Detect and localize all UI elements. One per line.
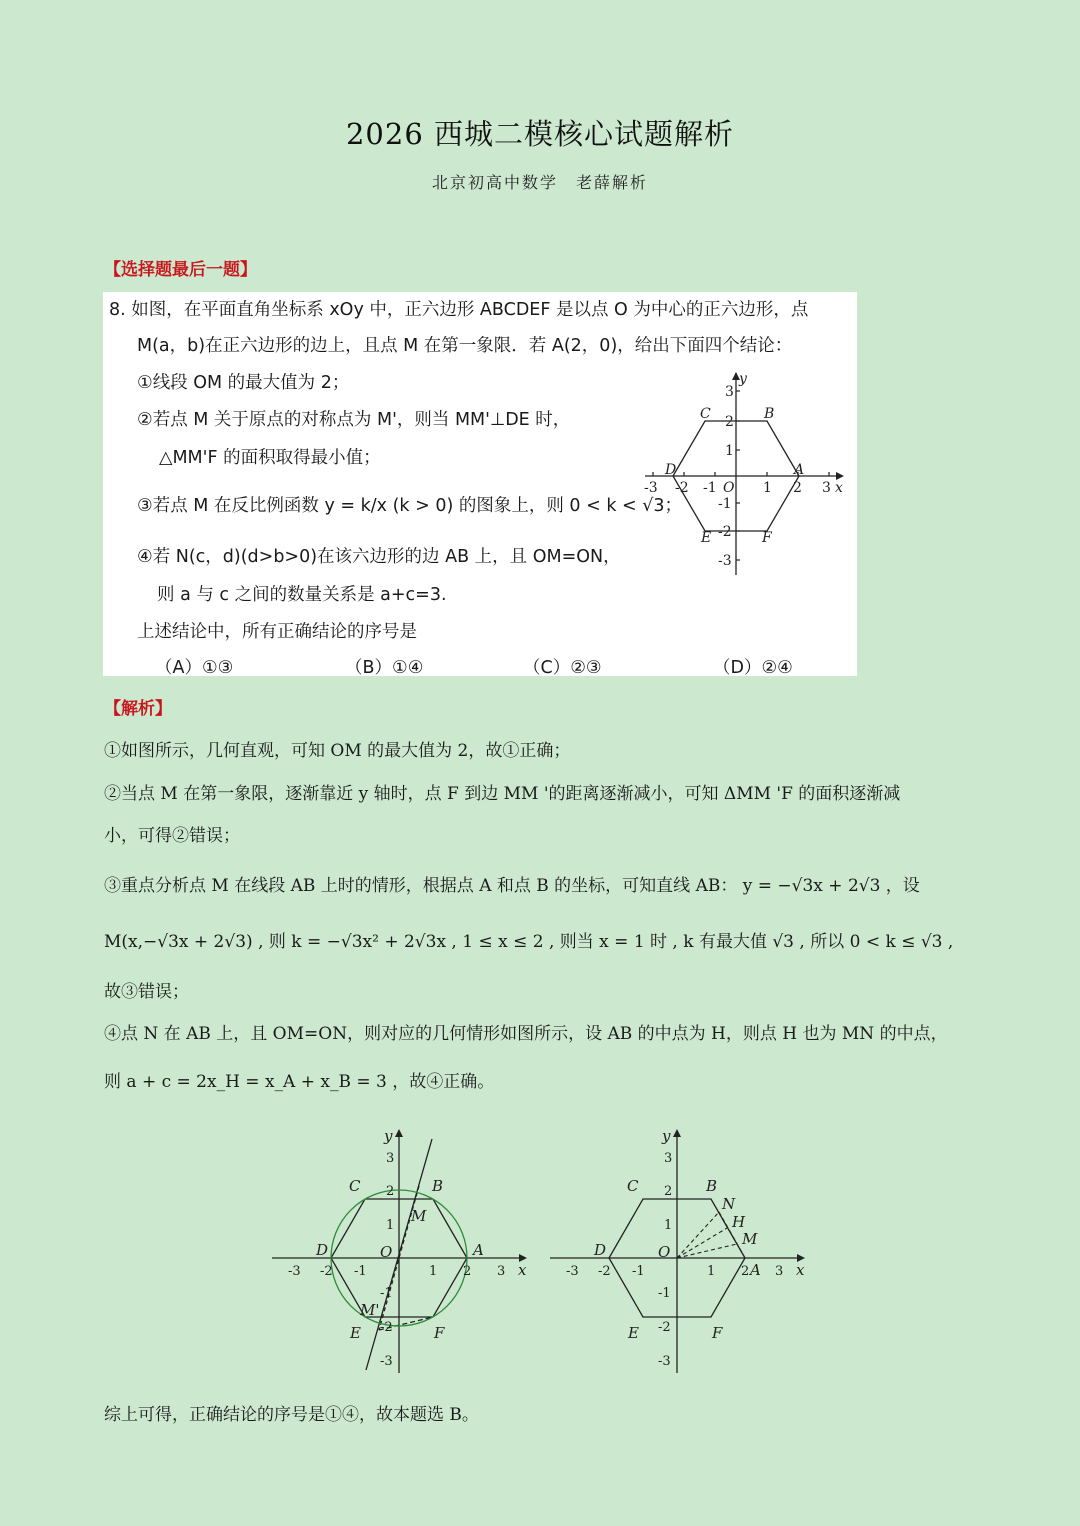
vertex-f: F bbox=[762, 530, 772, 546]
section-heading-choice: 【选择题最后一题】 bbox=[104, 260, 257, 280]
vertex-c: C bbox=[627, 1177, 639, 1195]
vertex-d: D bbox=[316, 1241, 329, 1259]
tick-y: -2 bbox=[658, 1320, 671, 1335]
page-title: 2026 西城二模核心试题解析 bbox=[345, 117, 735, 151]
origin-label: O bbox=[658, 1243, 671, 1261]
tick-x: -2 bbox=[320, 1264, 333, 1279]
origin-label: O bbox=[723, 480, 735, 496]
problem-line: ①线段 OM 的最大值为 2； bbox=[137, 373, 350, 393]
y-axis-label: y bbox=[739, 371, 747, 387]
tick-y: 3 bbox=[664, 1151, 673, 1166]
tick-y: 3 bbox=[386, 1151, 395, 1166]
vertex-b: B bbox=[764, 406, 775, 422]
solution-figure-midpoint bbox=[546, 1125, 811, 1377]
problem-hexagon-figure bbox=[640, 370, 850, 580]
option-d: （D）②④ bbox=[713, 658, 793, 678]
solution-line: 故③错误； bbox=[104, 982, 189, 1002]
vertex-f: F bbox=[434, 1324, 445, 1342]
solution-line: M(x,−√3x + 2√3) , 则 k = −√3x² + 2√3x , 1 ≤ x ≤ 2 , 则当 x = 1 时 , k 有最大值 √3 , 所以 0 < k ≤ √3 , bbox=[104, 932, 954, 952]
tick-x: -3 bbox=[644, 480, 658, 496]
vertex-b: B bbox=[432, 1177, 444, 1195]
tick-x: -3 bbox=[566, 1264, 579, 1279]
vertex-a: A bbox=[750, 1261, 761, 1279]
tick-y: -3 bbox=[658, 1354, 671, 1369]
tick-y: -1 bbox=[718, 496, 732, 512]
tick-y: -3 bbox=[718, 553, 732, 569]
problem-line: 上述结论中，所有正确结论的序号是 bbox=[137, 622, 417, 642]
tick-y: -2 bbox=[718, 524, 732, 540]
problem-line: 则 a 与 c 之间的数量关系是 a+c=3. bbox=[157, 585, 447, 605]
section-heading-solution: 【解析】 bbox=[104, 699, 172, 719]
point-m: M bbox=[411, 1207, 427, 1225]
problem-line: M(a，b)在正六边形的边上，且点 M 在第一象限．若 A(2，0)，给出下面四个结论： bbox=[137, 336, 793, 356]
tick-x: 3 bbox=[775, 1264, 784, 1279]
solution-line: ①如图所示，几何直观，可知 OM 的最大值为 2，故①正确； bbox=[104, 741, 571, 761]
vertex-e: E bbox=[628, 1324, 639, 1342]
vertex-e: E bbox=[701, 530, 712, 546]
tick-x: 2 bbox=[793, 480, 802, 496]
tick-x: -1 bbox=[632, 1264, 645, 1279]
solution-line: ②当点 M 在第一象限，逐渐靠近 y 轴时，点 F 到边 MM '的距离逐渐减小，可知 ΔMM 'F 的面积逐渐减 bbox=[104, 784, 901, 804]
tick-y: 1 bbox=[386, 1218, 395, 1233]
tick-x: 2 bbox=[463, 1264, 472, 1279]
vertex-e: E bbox=[350, 1324, 361, 1342]
problem-line: ③若点 M 在反比例函数 y = k/x (k > 0) 的图象上，则 0 < k < √3； bbox=[137, 496, 683, 516]
tick-x: 3 bbox=[822, 480, 831, 496]
option-b: （B）①④ bbox=[345, 658, 424, 678]
tick-x: 3 bbox=[497, 1264, 506, 1279]
option-c: （C）②③ bbox=[523, 658, 602, 678]
solution-line: 则 a + c = 2x_H = x_A + x_B = 3 ，故④正确。 bbox=[104, 1072, 495, 1092]
solution-conclusion: 综上可得，正确结论的序号是①④，故本题选 B。 bbox=[104, 1405, 479, 1425]
vertex-a: A bbox=[473, 1241, 484, 1259]
tick-x: -3 bbox=[288, 1264, 301, 1279]
tick-y: 3 bbox=[725, 384, 734, 400]
problem-line: △MM'F 的面积取得最小值； bbox=[159, 448, 381, 468]
tick-x: 1 bbox=[707, 1264, 716, 1279]
solution-line: 小，可得②错误； bbox=[104, 826, 240, 846]
solution-figure-circle bbox=[268, 1125, 533, 1377]
option-a: （A）①③ bbox=[155, 658, 234, 678]
vertex-b: B bbox=[706, 1177, 718, 1195]
vertex-c: C bbox=[349, 1177, 361, 1195]
problem-box bbox=[103, 292, 857, 676]
page-subtitle: 北京初高中数学 老薛解析 bbox=[431, 173, 648, 192]
tick-x: -1 bbox=[703, 480, 717, 496]
problem-line: ④若 N(c，d)(d>b>0)在该六边形的边 AB 上，且 OM=ON， bbox=[137, 547, 621, 567]
tick-y: 1 bbox=[725, 443, 734, 459]
tick-y: 2 bbox=[386, 1184, 395, 1199]
tick-x: 1 bbox=[763, 480, 772, 496]
tick-x: 1 bbox=[429, 1264, 438, 1279]
origin-label: O bbox=[380, 1243, 393, 1261]
solution-line: ④点 N 在 AB 上，且 OM=ON，则对应的几何情形如图所示，设 AB 的中点为 H，则点 H 也为 MN 的中点， bbox=[104, 1024, 948, 1044]
y-axis-label: y bbox=[384, 1127, 393, 1145]
vertex-d: D bbox=[665, 462, 677, 478]
x-axis-label: x bbox=[796, 1261, 805, 1279]
tick-y: -3 bbox=[380, 1354, 393, 1369]
point-n: N bbox=[722, 1195, 736, 1213]
point-m: M bbox=[742, 1230, 758, 1248]
vertex-f: F bbox=[712, 1324, 723, 1342]
tick-x: -1 bbox=[354, 1264, 367, 1279]
tick-x: 2 bbox=[741, 1264, 750, 1279]
point-m-prime: M' bbox=[360, 1301, 380, 1319]
tick-y: 2 bbox=[664, 1184, 673, 1199]
tick-y: 2 bbox=[725, 414, 734, 430]
problem-line: 8. 如图，在平面直角坐标系 xOy 中，正六边形 ABCDEF 是以点 O 为中心的正六边形，点 bbox=[109, 300, 809, 320]
point-h: H bbox=[732, 1213, 746, 1231]
tick-x: -2 bbox=[598, 1264, 611, 1279]
y-axis-label: y bbox=[662, 1127, 671, 1145]
problem-line: ②若点 M 关于原点的对称点为 M'，则当 MM'⊥DE 时， bbox=[137, 410, 571, 430]
tick-y: -1 bbox=[658, 1286, 671, 1301]
tick-y: -2 bbox=[380, 1320, 393, 1335]
tick-y: -1 bbox=[380, 1286, 393, 1301]
vertex-d: D bbox=[594, 1241, 607, 1259]
vertex-a: A bbox=[794, 462, 805, 478]
tick-y: 1 bbox=[664, 1218, 673, 1233]
x-axis-label: x bbox=[835, 480, 843, 496]
x-axis-label: x bbox=[518, 1261, 527, 1279]
solution-line: ③重点分析点 M 在线段 AB 上时的情形，根据点 A 和点 B 的坐标，可知直线 AB： y = −√3x + 2√3 ，设 bbox=[104, 876, 920, 896]
tick-x: -2 bbox=[675, 480, 689, 496]
vertex-c: C bbox=[700, 406, 711, 422]
